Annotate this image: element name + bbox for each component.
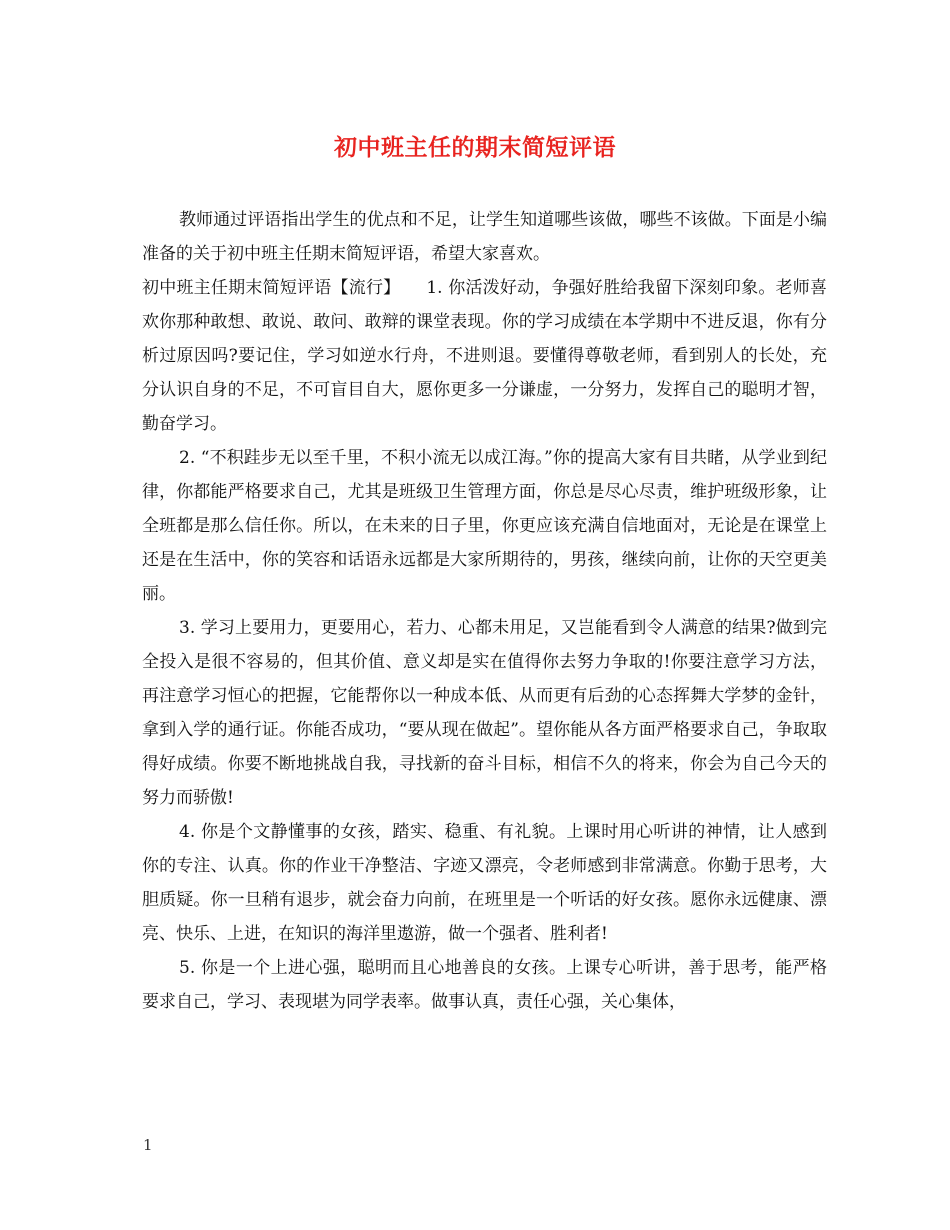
comment-paragraph-3: 3. 学习上要用力，更要用心，若力、心都未用足，又岂能看到令人满意的结果?做到完全投入是很不容易的，但其价值、意义却是实在值得你去努力争取的!你要注意学习方法，再注意学习恒心的把握，它能帮你以一种成本低、从而更有后劲的心态挥舞大学梦的金针，拿到入学的通行证。你能否成功，“要从现在做起”。望你能从各方面严格要求自己，争取取得好成绩。你要不断地挑战自我，寻找新的奋斗目标，相信不久的将来，你会为自己今天的努力而骄傲!	[142, 618, 827, 808]
comment-paragraph-2: 2. “不积跬步无以至千里，不积小流无以成江海。”你的提高大家有目共睹，从学业到纪律，你都能严格要求自己，尤其是班级卫生管理方面，你总是尽心尽责，维护班级形象，让全班都是那么信任你。所以，在未来的日子里，你更应该充满自信地面对，无论是在课堂上还是在生活中，你的笑容和话语永远都是大家所期待的，男孩，继续向前，让你的天空更美丽。	[142, 448, 827, 604]
intro-paragraph: 教师通过评语指出学生的优点和不足，让学生知道哪些该做，哪些不该做。下面是小编准备的关于初中班主任期末简短评语，希望大家喜欢。	[142, 210, 827, 264]
document-body	[142, 203, 827, 1019]
document-title: 初中班主任的期末简短评语	[334, 134, 616, 161]
comment-paragraph-1: 初中班主任期末简短评语【流行】 1. 你活泼好动，争强好胜给我留下深刻印象。老师喜欢你那种敢想、敢说、敢问、敢辩的课堂表现。你的学习成绩在本学期中不进反退，你有分析过原因吗?要记住，学习如逆水行舟，不进则退。要懂得尊敬老师，看到别人的长处，充分认识自身的不足，不可盲目自大，愿你更多一分谦虚，一分努力，发挥自己的聪明才智，勤奋学习。	[142, 278, 827, 434]
comment-paragraph-5: 5. 你是一个上进心强，聪明而且心地善良的女孩。上课专心听讲，善于思考，能严格要求自己，学习、表现堪为同学表率。做事认真，责任心强，关心集体，	[142, 958, 827, 1012]
page-number: 1	[143, 1136, 153, 1154]
comment-paragraph-4: 4. 你是个文静懂事的女孩，踏实、稳重、有礼貌。上课时用心听讲的神情，让人感到你的专注、认真。你的作业干净整洁、字迹又漂亮，令老师感到非常满意。你勤于思考，大胆质疑。你一旦稍有退步，就会奋力向前，在班里是一个听话的好女孩。愿你永远健康、漂亮、快乐、上进，在知识的海洋里遨游，做一个强者、胜利者!	[142, 822, 827, 944]
